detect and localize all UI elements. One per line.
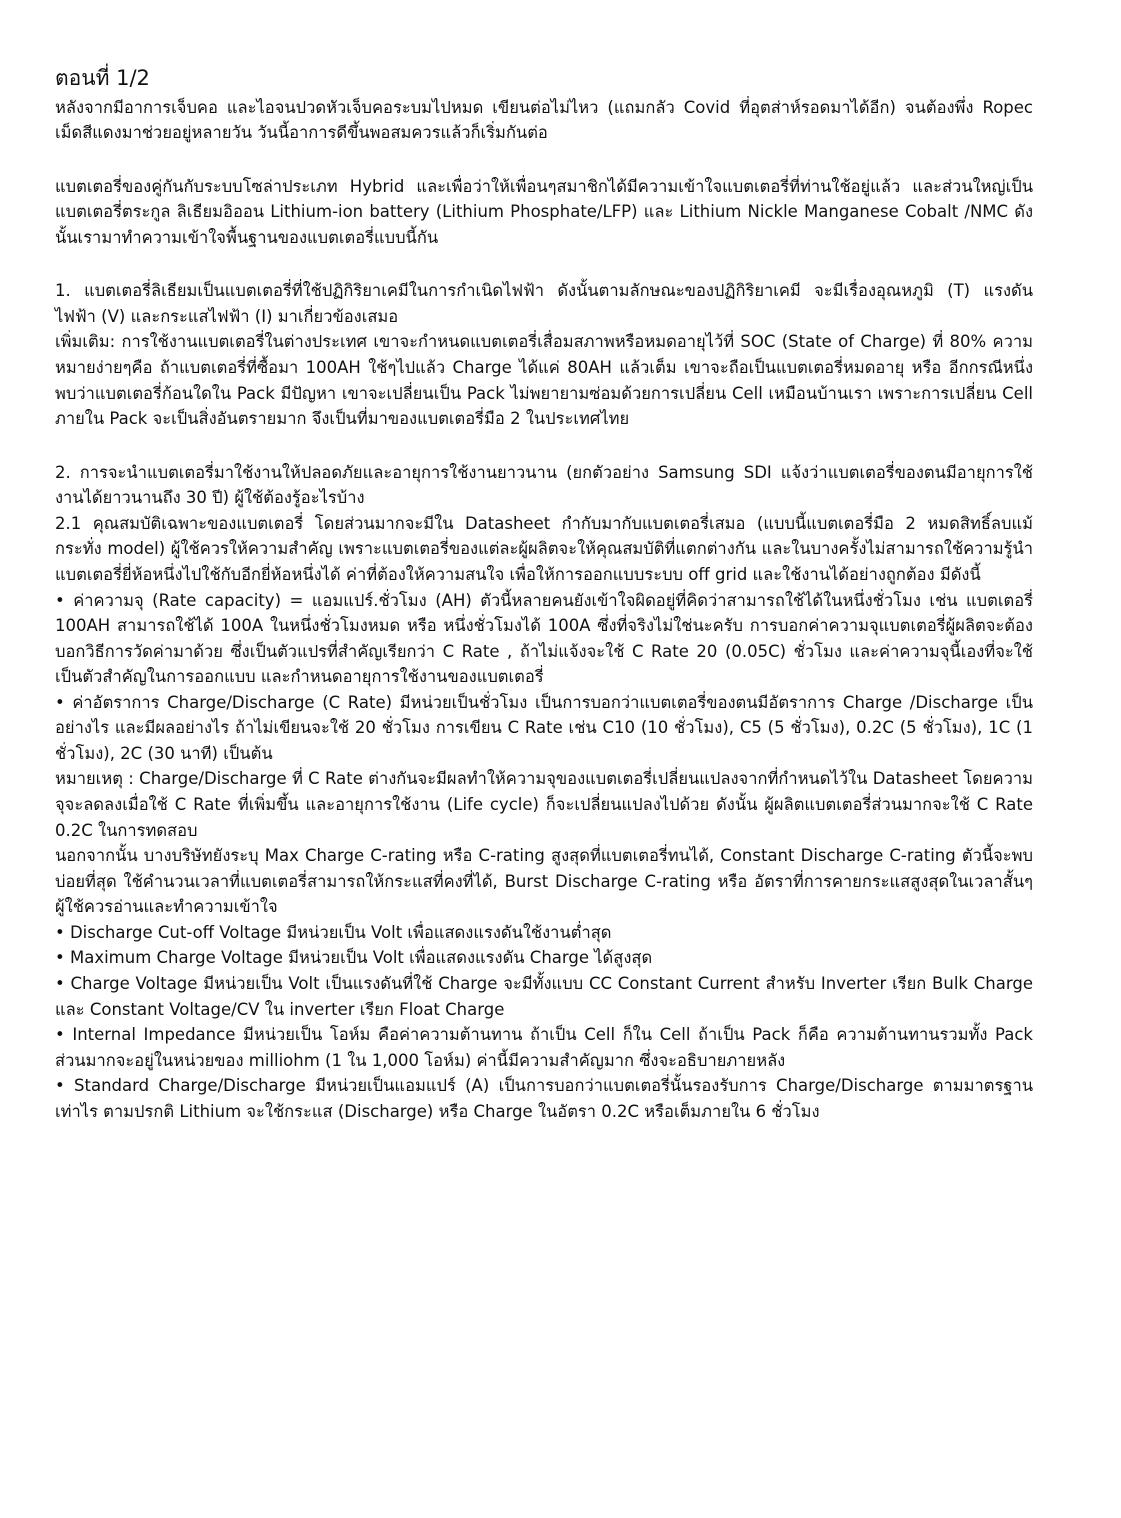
bullet-standard-charge: • Standard Charge/Discharge มีหน่วยเป็นแอมแปร์ (A) เป็นการบอกว่าแบตเตอรี่นั้นรองรับการ Charge/Discharge ตามมาตรฐานเท่าไร ตามปรกติ Lithium จะใช้กระแส (Discharge) หรือ Charge ในอัตรา 0.2C หรือเต็มภายใน 6 ชั่วโมง xyxy=(55,1076,1033,1121)
section-2-1: 2.1 คุณสมบัติเฉพาะของแบตเตอรี่ โดยส่วนมากจะมีใน Datasheet กำกับมากับแบตเตอรี่เสมอ (แบบนี้แบตเตอรี่มือ 2 หมดสิทธิ์ลบแม้กระทั่ง model) ผู้ใช้ควรให้ความสำคัญ เพราะแบตเตอรี่ของแต่ละผู้ผลิตจะให้คุณสมบัติที่แตกต่างกัน และในบางครั้งไม่สามารถใช้ความรู้นำแบตเตอรี่ยี่ห้อหนึ่งไปใช้กับอีกยี่ห้อหนึ่งได้ ค่าที่ต้องให้ความสนใจ เพื่อให้การออกแบบระบบ off grid และใช้งานได้อย่างถูกต้อง มีดังนี้ xyxy=(55,513,1033,584)
section-2: 2. การจะนำแบตเตอรี่มาใช้งานให้ปลอดภัยและอายุการใช้งานยาวนาน (ยกตัวอย่าง Samsung SDI แจ้งว่าแบตเตอรี่ของตนมีอายุการใช้งานได้ยาวนานถึง 30 ปี) ผู้ใช้ต้องรู้อะไรบ้าง xyxy=(55,462,1033,508)
spacer xyxy=(55,432,1033,460)
spacer xyxy=(55,146,1033,174)
document-page xyxy=(55,62,1033,1124)
bullet-max-charge-voltage: • Maximum Charge Voltage มีหน่วยเป็น Volt เพื่อแสดงแรงดัน Charge ได้สูงสุด xyxy=(55,948,653,968)
intro-paragraph: หลังจากมีอาการเจ็บคอ และไอจนปวดหัวเจ็บคอระบมไปหมด เขียนต่อไม่ไหว (แถมกลัว Covid ที่อุตส่าห์รอดมาได้อีก) จนต้องพึ่ง Ropec เม็ดสีแดงมาช่วยอยู่หลายวัน วันนี้อาการดีขึ้นพอสมควรแล้วก็เริ่มกันต่อ xyxy=(55,97,1033,143)
note-paragraph: หมายเหตุ : Charge/Discharge ที่ C Rate ต่างกันจะมีผลทำให้ความจุของแบตเตอรี่เปลี่ยนแปลงจากที่กำหนดไว้ใน Datasheet โดยความจุจะลดลงเมื่อใช้ C Rate ที่เพิ่มขึ้น และอายุการใช้งาน (Life cycle) ก็จะเปลี่ยนแปลงไปด้วย ดังนั้น ผู้ผลิตแบตเตอรี่ส่วนมากจะใช้ C Rate 0.2C ในการทดสอบ xyxy=(55,769,1033,840)
c-rating-paragraph: นอกจากนั้น บางบริษัทยังระบุ Max Charge C-rating หรือ C-rating สูงสุดที่แบตเตอรี่ทนได้, Constant Discharge C-rating ตัวนี้จะพบบ่อยที่สุด ใช้คำนวนเวลาที่แบตเตอรี่สามารถให้กระแสที่คงที่ได้, Burst Discharge C-rating หรือ อัตราที่การคายกระแสสูงสุดในเวลาสั้นๆ ผู้ใช้ควรอ่านและทำความเข้าใจ xyxy=(55,846,1033,917)
spacer xyxy=(55,250,1033,278)
bullet-rate-capacity: • ค่าความจุ (Rate capacity) = แอมแปร์.ชั่วโมง (AH) ตัวนี้หลายคนยังเข้าใจผิดอยู่ที่คิดว่าสามารถใช้ได้ในหนึ่งชั่วโมง เช่น แบตเตอรี่ 100AH สามารถใช้ได้ 100A ในหนึ่งชั่วโมงหมด หรือ หนึ่งชั่วโมงได้ 100A ซึ่งที่จริงไม่ใช่นะครับ การบอกค่าความจุแบตเตอรี่ผู้ผลิตจะต้องบอกวิธีการวัดค่ามาด้วย ซึ่งเป็นตัวแปรที่สำคัญเรียกว่า C Rate , ถ้าไม่แจ้งจะใช้ C Rate 20 (0.05C) ชั่วโมง และค่าความจุนี้เองที่จะใช้เป็นตัวสำคัญในการออกแบบ และกำหนดอายุการใช้งานของแบตเตอรี่ xyxy=(55,590,1033,687)
bullet-charge-voltage: • Charge Voltage มีหน่วยเป็น Volt เป็นแรงดันที่ใช้ Charge จะมีทั้งแบบ CC Constant Current สำหรับ Inverter เรียก Bulk Charge และ Constant Voltage/CV ใน inverter เรียก Float Charge xyxy=(55,973,1033,1019)
bullet-internal-impedance: • Internal Impedance มีหน่วยเป็น โอห์ม คือค่าความต้านทาน ถ้าเป็น Cell ก็ใน Cell ถ้าเป็น Pack ก็คือ ความต้านทานรวมทั้ง Pack ส่วนมากจะอยู่ในหน่วยของ milliohm (1 ใน 1,000 โอห์ม) ค่านี้มีความสำคัญมาก ซึ่งจะอธิบายภายหลัง xyxy=(55,1025,1033,1070)
bullet-c-rate: • ค่าอัตราการ Charge/Discharge (C Rate) มีหน่วยเป็นชั่วโมง เป็นการบอกว่าแบตเตอรี่ของตนมีอัตราการ Charge /Discharge เป็นอย่างไร และมีผลอย่างไร ถ้าไม่เขียนจะใช้ 20 ชั่วโมง การเขียน C Rate เช่น C10 (10 ชั่วโมง), C5 (5 ชั่วโมง), 0.2C (5 ชั่วโมง), 1C (1 ชั่วโมง), 2C (30 นาที) เป็นต้น xyxy=(55,692,1033,763)
bullet-discharge-cutoff: • Discharge Cut-off Voltage มีหน่วยเป็น Volt เพื่อแสดงแรงดันใช้งานต่ำสุด xyxy=(55,922,612,942)
section-1: 1. แบตเตอรี่ลิเธียมเป็นแบตเตอรี่ที่ใช้ปฏิกิริยาเคมีในการกำเนิดไฟฟ้า ดังนั้นตามลักษณะของปฏิกิริยาเคมี จะมีเรื่องอุณหภูมิ (T) แรงดันไฟฟ้า (V) และกระแสไฟฟ้า (I) มาเกี่ยวข้องเสมอ xyxy=(55,281,1033,326)
section-1-additional: เพิ่มเติม: การใช้งานแบตเตอรี่ในต่างประเทศ เขาจะกำหนดแบตเตอรี่เสื่อมสภาพหรือหมดอายุไว้ที่ SOC (State of Charge) ที่ 80% ความหมายง่ายๆคือ ถ้าแบตเตอรี่ที่ซื้อมา 100AH ใช้ๆไปแล้ว Charge ได้แค่ 80AH แล้วเต็ม เขาจะถือเป็นแบตเตอรี่หมดอายุ หรือ อีกกรณีหนึ่ง พบว่าแบตเตอรี่ก้อนใดใน Pack มีปัญหา เขาจะเปลี่ยนเป็น Pack ไม่พยายามซ่อมด้วยการเปลี่ยน Cell เหมือนบ้านเรา เพราะการเปลี่ยน Cell ภายใน Pack จะเป็นสิ่งอันตรายมาก จึงเป็นที่มาของแบตเตอรี่มือ 2 ในประเทศไทย xyxy=(55,332,1033,429)
episode-heading: ตอนที่ 1/2 xyxy=(55,66,150,90)
battery-intro-paragraph: แบตเตอรี่ของคู่กันกับระบบโซล่าประเภท Hybrid และเพื่อว่าให้เพื่อนๆสมาชิกได้มีความเข้าใจแบตเตอรี่ที่ท่านใช้อยู่แล้ว และส่วนใหญ่เป็นแบตเตอรี่ตระกูล ลิเธียมอิออน Lithium-ion battery (Lithium Phosphate/LFP) และ Lithium Nickle Manganese Cobalt /NMC ดังนั้นเรามาทำความเข้าใจพื้นฐานของแบตเตอรี่แบบนี้กัน xyxy=(55,176,1033,247)
